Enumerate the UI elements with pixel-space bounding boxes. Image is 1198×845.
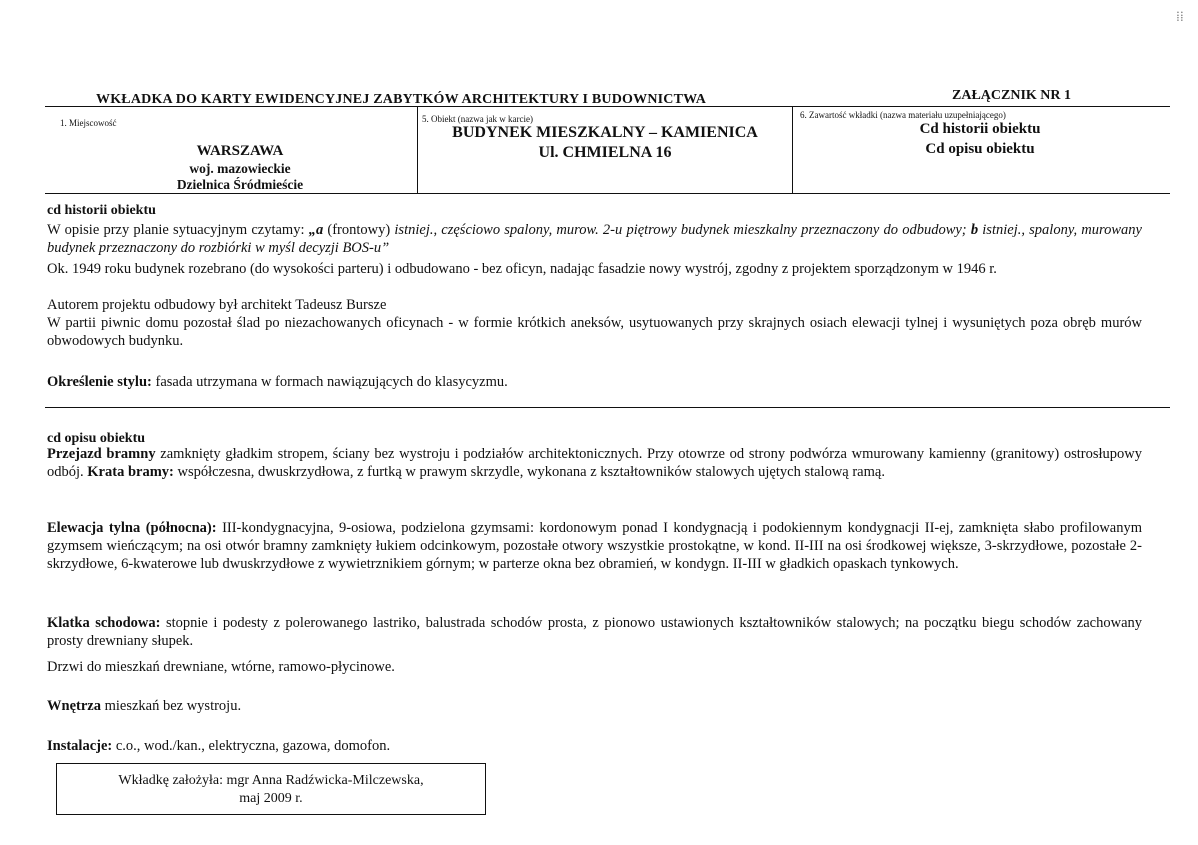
- style-definition: Określenie stylu: fasada utrzymana w formach nawiązujących do klasycyzmu.: [47, 374, 508, 390]
- locality-label: 1. Miejscowość: [60, 118, 117, 128]
- scan-mark: ⁞⁞: [1176, 10, 1184, 25]
- history-heading: cd historii obiektu: [47, 203, 156, 218]
- author-date: maj 2009 r.: [239, 791, 303, 806]
- locality-city: WARSZAWA: [196, 143, 284, 159]
- installations-paragraph: Instalacje: c.o., wod./kan., elektryczna, gazowa, domofon.: [47, 738, 391, 754]
- interiors-paragraph: Wnętrza mieszkań bez wystroju.: [47, 698, 242, 714]
- doors-paragraph: Drzwi do mieszkań drewniane, wtórne, ramowo-płycinowe.: [47, 659, 395, 675]
- staircase-paragraph: Klatka schodowa: stopnie i podesty z polerowanego lastriko, balustrada schodów prosta, z pionowo ustawionych kształtowników stalowych; na początku biegu schodów zachowany prosty drewniany słupek.: [47, 615, 1142, 649]
- locality-province: woj. mazowieckie: [189, 161, 291, 176]
- section-separator: [45, 407, 1170, 408]
- gate-passage-paragraph: Przejazd bramny zamknięty gładkim stropem, ściany bez wystroju i podziałów architektonicznych. Przy otowrze od strony podwórza wmurowany kamienny (granitowy) ostrosłupowy odbój. Krata bramy: współczesna, dwuskrzydłowa, z furtką w prawym skrzydle, wykonana z kształtowników stalowych ujętych stalową ramą.: [47, 446, 1142, 480]
- annex-number: ZAŁĄCZNIK NR 1: [952, 88, 1072, 103]
- author-line: Wkładkę założyła: mgr Anna Radźwicka-Milczewska,: [118, 773, 424, 788]
- history-paragraph-4: W partii piwnic domu pozostał ślad po niezachowanych oficynach - w formie krótkich aneksów, usytuowanych przy skrajnych osiach elewacji tylnej i wysuniętych poza obręb murów obwodowych budynku.: [47, 315, 1142, 349]
- history-paragraph-2: Ok. 1949 roku budynek rozebrano (do wysokości parteru) i odbudowano - bez oficyn, nadając fasadzie nowy wystrój, zgodny z projektem sporządzonym w 1946 r.: [47, 261, 997, 277]
- contents-item-description: Cd opisu obiektu: [925, 141, 1035, 157]
- document-title: WKŁADKA DO KARTY EWIDENCYJNEJ ZABYTKÓW ARCHITEKTURY I BUDOWNICTWA: [96, 92, 707, 107]
- description-heading: cd opisu obiektu: [47, 431, 146, 446]
- history-paragraph-1: W opisie przy planie sytuacyjnym czytamy: „a (frontowy) istniej., częściowo spalony, murow. 2-u piętrowy budynek mieszkalny przeznaczony do odbudowy; b istniej., spalony, murowany budynek przeznaczony do rozbiórki w myśl decyzji BOS-u”: [47, 222, 1142, 256]
- locality-district: Dzielnica Śródmieście: [176, 177, 304, 192]
- object-name: BUDYNEK MIESZKALNY – KAMIENICA: [452, 124, 758, 141]
- header-divider-1: [417, 107, 418, 193]
- contents-label: 6. Zawartość wkładki (nazwa materiału uzupełniającego): [800, 110, 1006, 120]
- object-label: 5. Obiekt (nazwa jak w karcie): [422, 114, 533, 124]
- contents-item-history: Cd historii obiektu: [919, 121, 1041, 137]
- object-address: Ul. CHMIELNA 16: [538, 144, 672, 161]
- rear-elevation-paragraph: Elewacja tylna (północna): III-kondygnacyjna, 9-osiowa, podzielona gzymsami: kordonowym ponad I kondygnacją i podokiennym kondygnacji II-ej, zamknięta słabo profilowanym gzymsem wieńczącym; na osi otwór bramny zamknięty łukiem odcinkowym, pozostałe otwory wszystkie prostokątne, w kond. II-III na osi środkowej większe, 3-skrzydłowe, pozostałe 2-skrzydłowe, 6-kwaterowe lub dwuskrzydłowe z wywietrznikiem górnym; w parterze okna bez obramień, w kondygn. II-III w gładkich opaskach tynkowych.: [47, 520, 1143, 572]
- history-paragraph-3: Autorem projektu odbudowy był architekt Tadeusz Bursze: [47, 297, 387, 313]
- header-divider-2: [792, 107, 793, 193]
- author-signature-box: [56, 763, 486, 815]
